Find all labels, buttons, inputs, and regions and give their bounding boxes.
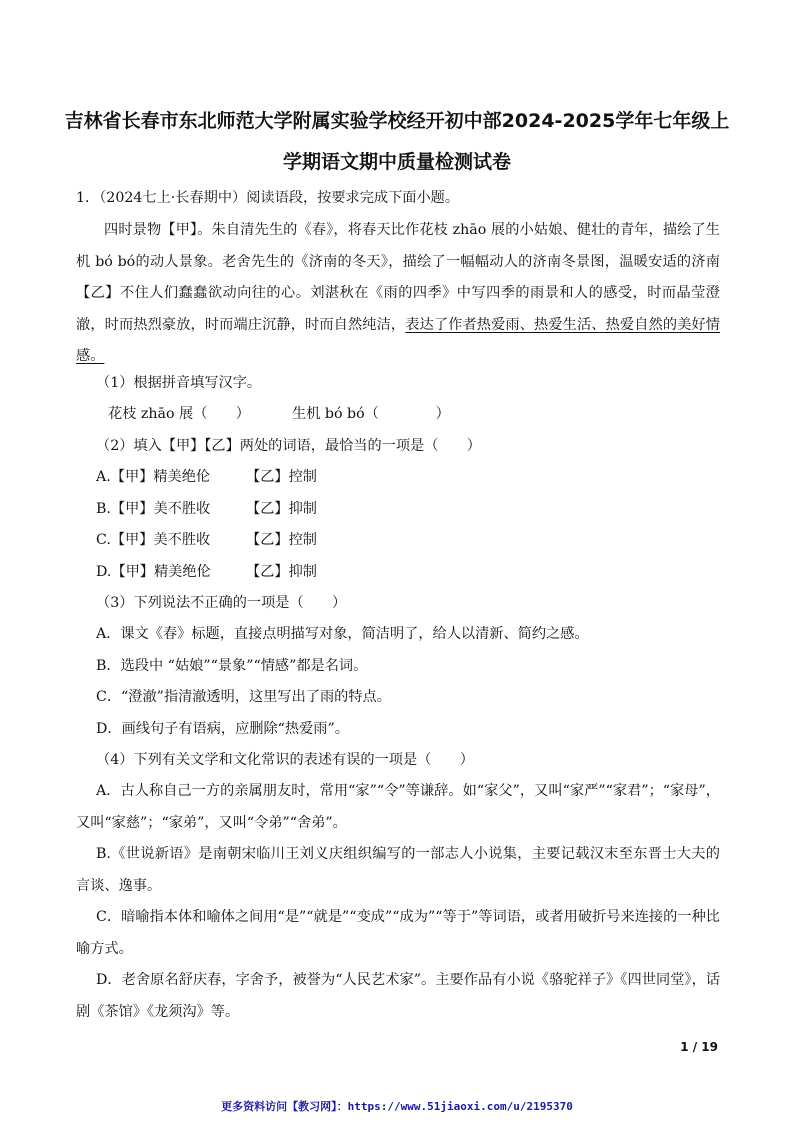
- option-a-jia: A.【甲】精美绝伦: [96, 469, 211, 485]
- sub-question-2-stem: （2）填入【甲】【乙】两处的词语，最恰当的一项是（ ）: [96, 438, 481, 454]
- pinyin-item-bobo: 生机 bó bó（ ）: [292, 406, 450, 422]
- option-row: [96, 494, 317, 526]
- sub-question-4-stem: （4）下列有关文学和文化常识的表述有误的一项是（ ）: [96, 752, 474, 768]
- passage-text: 四时景物【甲】。朱自清先生的《春》，将春天比作花枝 zhāo 展的小姑娘、健壮的青年，描绘了生机 bó bó的动人景象。老舍先生的《济南的冬天》，描绘了一幅幅动人的济南冬景图，温暖安适的济南【乙】不住人们蠢蠢欲动向往的心。刘湛秋在《雨的四季》中写四季的雨景和人的感受，时而晶莹澄澈，时而热烈豪放，时而端庄沉静，时而自然纯洁，: [76, 222, 720, 333]
- sub-question-3-option-b: B．选段中 “姑娘”“景象”“情感”都是名词。: [96, 658, 368, 674]
- option-b-jia: B.【甲】美不胜收: [96, 500, 211, 517]
- page-number: 1 / 19: [680, 1040, 718, 1054]
- pinyin-item-zhao: 花枝 zhāo 展（ ）: [108, 406, 250, 422]
- sub-question-3-option-c: C．“澄澈”指清澈透明，这里写出了雨的特点。: [96, 689, 391, 705]
- option-c-yi: 【乙】控制: [246, 532, 317, 548]
- sub-question-3-option-d: D．画线句子有语病，应删除“热爱雨”。: [96, 721, 349, 737]
- option-text: D．老舍原名舒庆春，字舍予，被誉为“人民艺术家”。主要作品有小说《骆驼祥子》《四世同堂》，话剧《茶馆》《龙须沟》等。: [76, 972, 720, 1020]
- question-1-intro: 1．（2024七上·长春期中）阅读语段，按要求完成下面小题。: [76, 190, 460, 206]
- reading-passage: [76, 215, 720, 373]
- option-a-yi: 【乙】控制: [246, 469, 317, 485]
- option-row: [96, 557, 317, 589]
- sub-question-4-option-a: [76, 776, 720, 839]
- sub-question-1-stem: （1）根据拼音填写汉字。: [96, 375, 262, 391]
- sub-question-4-option-c: [76, 902, 720, 965]
- sub-question-4-option-b: [76, 839, 720, 902]
- sub-question-2-options: [96, 462, 317, 588]
- option-row: [96, 525, 317, 557]
- passage-underlined-sentence: 表达了作者热爱雨、热爱生活、热爱自然的美好情感。: [76, 316, 720, 364]
- sub-question-3-stem: （3）下列说法不正确的一项是（ ）: [96, 595, 347, 611]
- option-c-jia: C.【甲】美不胜收: [96, 532, 211, 548]
- option-d-jia: D.【甲】精美绝伦: [96, 563, 211, 580]
- document-title-line1: 吉林省长春市东北师范大学附属实验学校经开初中部2024-2025学年七年级上: [64, 110, 730, 132]
- sub-question-3-option-a: A．课文《春》标题，直接点明描写对象，简洁明了，给人以清新、简约之感。: [96, 626, 589, 642]
- footer-link[interactable]: 更多资料访问【教习网】：https://www.51jiaoxi.com/u/2195370: [221, 1100, 573, 1113]
- option-text: C．暗喻指本体和喻体之间用“是”“就是”“变成”“成为”“等于”等词语，或者用破折号来连接的一种比喻方式。: [76, 909, 720, 957]
- option-text: B.《世说新语》是南朝宋临川王刘义庆组织编写的一部志人小说集，主要记载汉末至东晋士大夫的言谈、逸事。: [76, 846, 720, 894]
- option-text: A．古人称自己一方的亲属朋友时，常用“家”“令”等谦辞。如“家父”，又叫“家严”“家君”；“家母”，又叫“家慈”；“家弟”，又叫“令弟”“舍弟”。: [76, 783, 720, 831]
- option-d-yi: 【乙】抑制: [246, 563, 317, 580]
- option-row: [96, 462, 317, 494]
- sub-question-4-option-d: [76, 965, 720, 1028]
- document-title-line2: 学期语文期中质量检测试卷: [282, 151, 511, 173]
- option-b-yi: 【乙】抑制: [246, 500, 317, 517]
